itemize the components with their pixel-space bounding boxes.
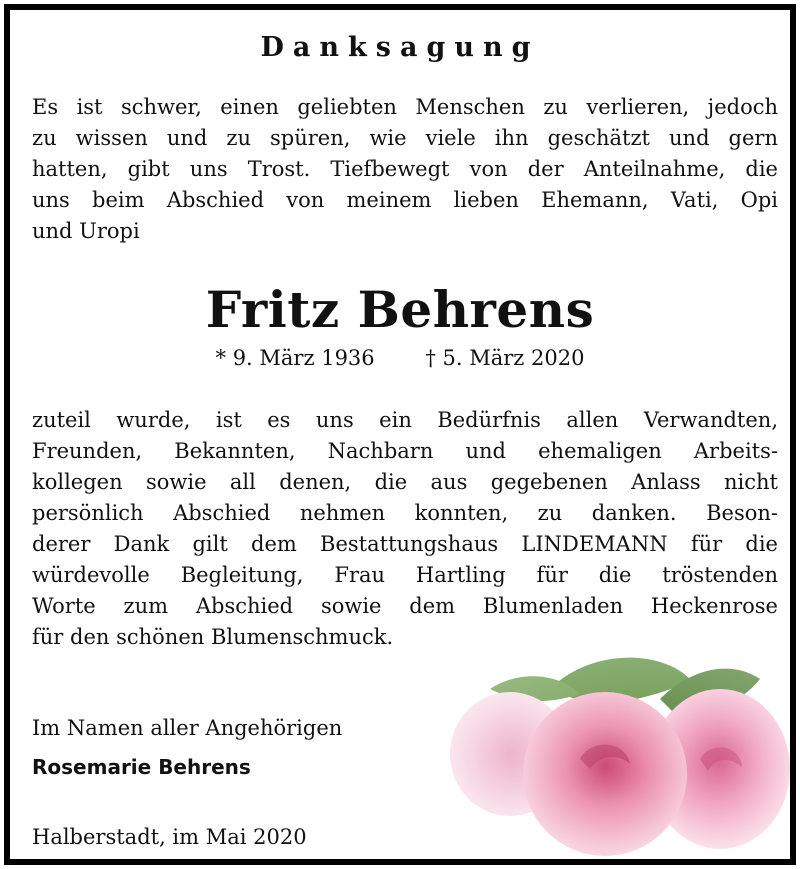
deceased-name: Fritz Behrens [205,280,595,339]
life-dates [10,346,790,370]
signatory-name: Rosemarie Behrens [32,755,251,779]
body-line: Worte zum Abschied sowie dem Blumenladen Heckenrose [32,594,778,618]
intro-line: uns beim Abschied von meinem lieben Ehemann, Vati, Opi [32,188,778,212]
intro-line: und Uropi [32,219,140,243]
intro-line: zu wissen und zu spüren, wie viele ihn geschätzt und gern [32,126,778,150]
body-line: derer Dank gilt dem Bestattungshaus LINDEMANN für die [32,532,778,556]
body-line: kollegen sowie all denen, die aus gegebenen Anlass nicht [32,470,778,494]
pink-roses-image [430,649,790,859]
death-date: † 5. März 2020 [425,346,585,370]
obituary-notice [4,4,796,865]
body-line: Freunden, Bekannten, Nachbarn und ehemaligen Arbeits- [32,439,778,463]
intro-paragraph [32,92,778,247]
on-behalf-line: Im Namen aller Angehörigen [32,716,343,740]
body-line: würdevolle Begleitung, Frau Hartling für die tröstenden [32,563,778,587]
intro-line: Es ist schwer, einen geliebten Menschen zu verlieren, jedoch [32,95,778,119]
body-line: für den schönen Blumenschmuck. [32,625,394,649]
intro-line: hatten, gibt uns Trost. Tiefbewegt von der Anteilnahme, die [32,157,778,181]
thanks-paragraph [32,405,778,653]
body-line: persönlich Abschied nehmen konnten, zu danken. Beson- [32,501,778,525]
body-line: zuteil wurde, ist es uns ein Bedürfnis allen Verwandten, [32,408,778,432]
heading: Danksagung [260,32,540,63]
place-date: Halberstadt, im Mai 2020 [32,825,307,849]
birth-date: * 9. März 1936 [215,346,375,370]
